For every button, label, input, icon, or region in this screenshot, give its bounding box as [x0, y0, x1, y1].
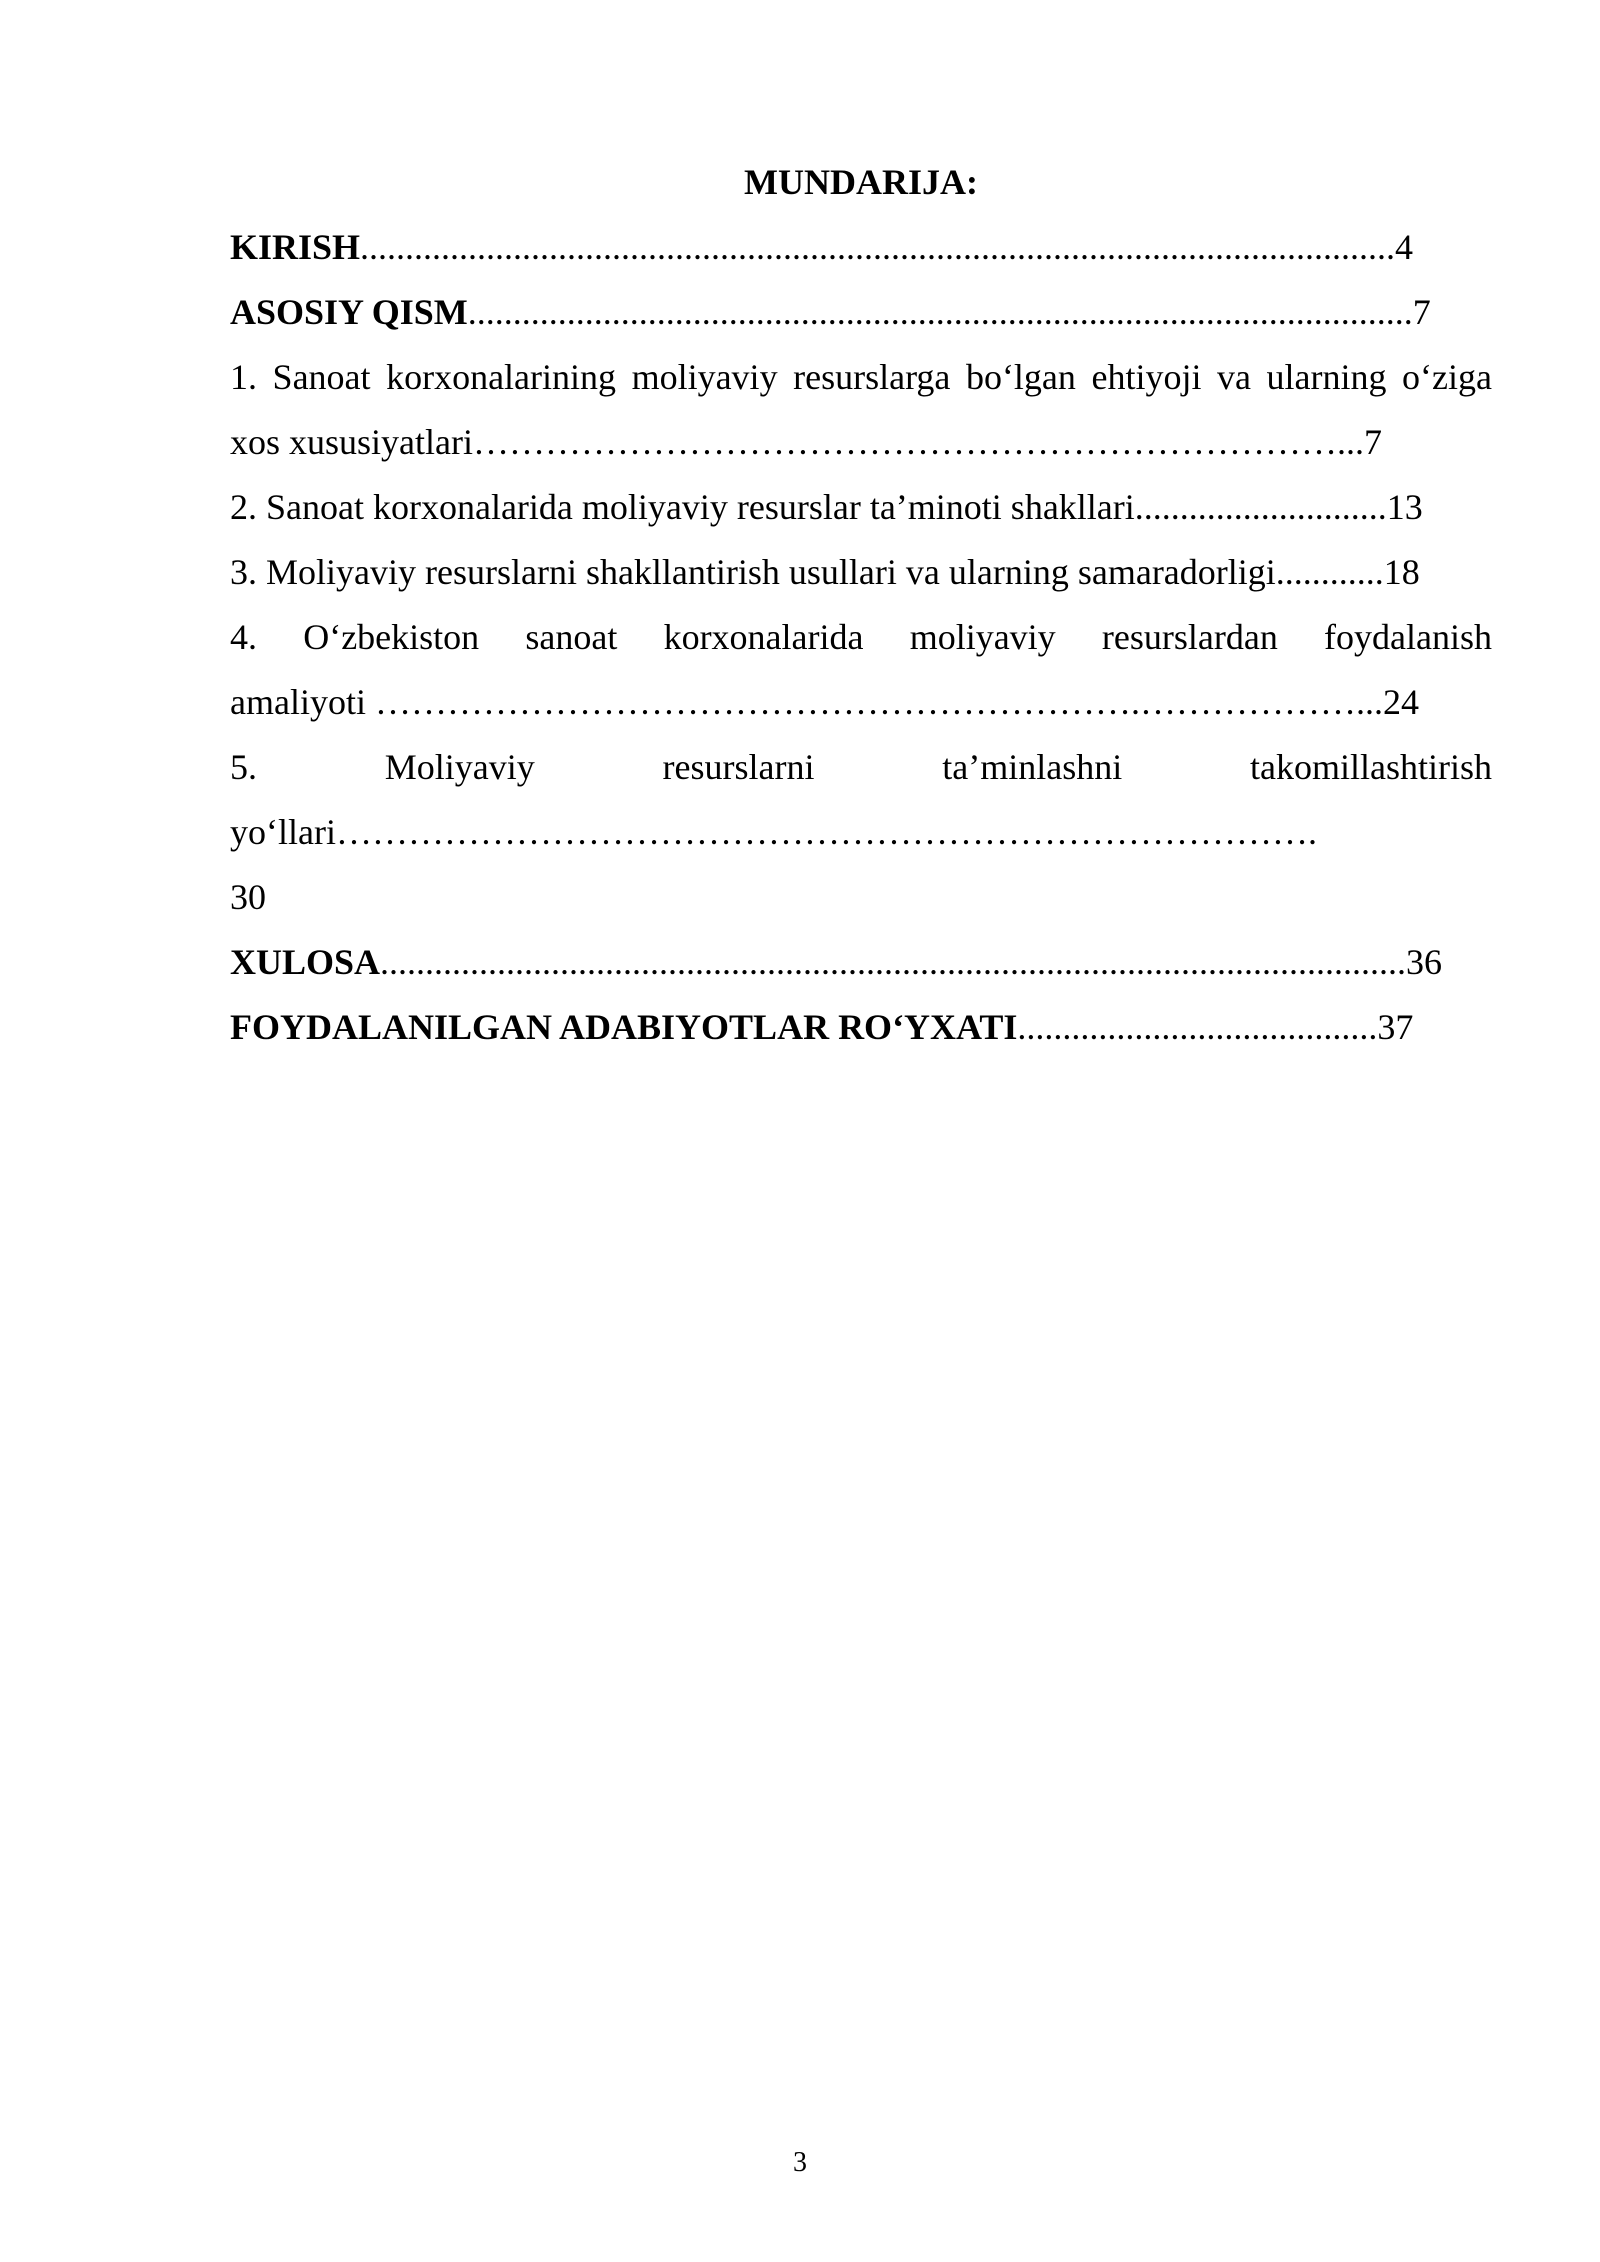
toc-entry-3	[230, 540, 1492, 605]
toc-entry-5-line-1: 5. Moliyaviy resurslarni ta’minlashni takomillashtirish	[230, 747, 1492, 787]
toc-entry-label: FOYDALANILGAN ADABIYOTLAR RO‘YXATI	[230, 1007, 1018, 1047]
toc-entry-asosiy-qism	[230, 280, 1492, 345]
toc-entry-label: XULOSA	[230, 942, 381, 982]
toc-entry-page: 4	[1395, 227, 1414, 267]
toc-entry-label: KIRISH	[230, 227, 361, 267]
toc-entry-4-line-2	[230, 670, 1492, 735]
toc-entry-page: 36	[1406, 942, 1443, 982]
toc-entry-adabiyotlar	[230, 995, 1492, 1060]
toc-entry-leader: ............................	[1134, 487, 1387, 527]
toc-entry-leader: ……………………………………………………….………………...	[374, 682, 1383, 722]
toc-entry-leader: ..................................................................................................................	[380, 942, 1407, 982]
toc-entry-leader: ………………………………………………………………...	[472, 422, 1364, 462]
toc-title: MUNDARIJA:	[744, 162, 978, 202]
toc-entry-xulosa	[230, 930, 1492, 995]
toc-entry-page: 7	[1412, 292, 1431, 332]
toc-entry-label: amaliyoti	[230, 682, 375, 722]
toc-entry-label: xos xususiyatlari	[230, 422, 473, 462]
toc-entry-1-line-1: 1. Sanoat korxonalarining moliyaviy resurslarga bo‘lgan ehtiyoji va ularning o‘ziga	[230, 357, 1492, 397]
toc-entry-page: 18	[1383, 552, 1420, 592]
toc-entry-kirish	[230, 215, 1492, 280]
toc-entry-page: 13	[1386, 487, 1423, 527]
toc-entry-page: 37	[1377, 1007, 1414, 1047]
toc-entry-1-line-2	[230, 410, 1492, 475]
toc-entry-4-line-1: 4. O‘zbekiston sanoat korxonalarida moliyaviy resurslardan foydalanish	[230, 617, 1492, 657]
toc-entry-leader: .........................................................................................................	[467, 292, 1413, 332]
toc-entry-label: 2. Sanoat korxonalarida moliyaviy resurslar ta’minoti shakllari	[230, 487, 1135, 527]
toc-entry-5-page: 30	[230, 877, 266, 917]
toc-entry-label: ASOSIY QISM	[230, 292, 468, 332]
toc-entry-2	[230, 475, 1492, 540]
toc-entry-label: yo‘llari	[230, 812, 336, 852]
toc-entry-leader: ……………………………………………………………………….	[335, 812, 1317, 852]
toc-entry-page: 7	[1363, 422, 1382, 462]
toc-entry-leader: ........................................	[1017, 1007, 1378, 1047]
toc-entry-label: 3. Moliyaviy resurslarni shakllantirish usullari va ularning samaradorligi	[230, 552, 1276, 592]
toc-entry-leader: ...................................................................................................................	[360, 227, 1396, 267]
toc-entry-leader: ............	[1275, 552, 1384, 592]
table-of-contents	[230, 150, 1492, 1060]
toc-entry-page: 24	[1382, 682, 1419, 722]
page-number: 3	[793, 2147, 807, 2178]
toc-entry-5-line-2	[230, 800, 1492, 865]
